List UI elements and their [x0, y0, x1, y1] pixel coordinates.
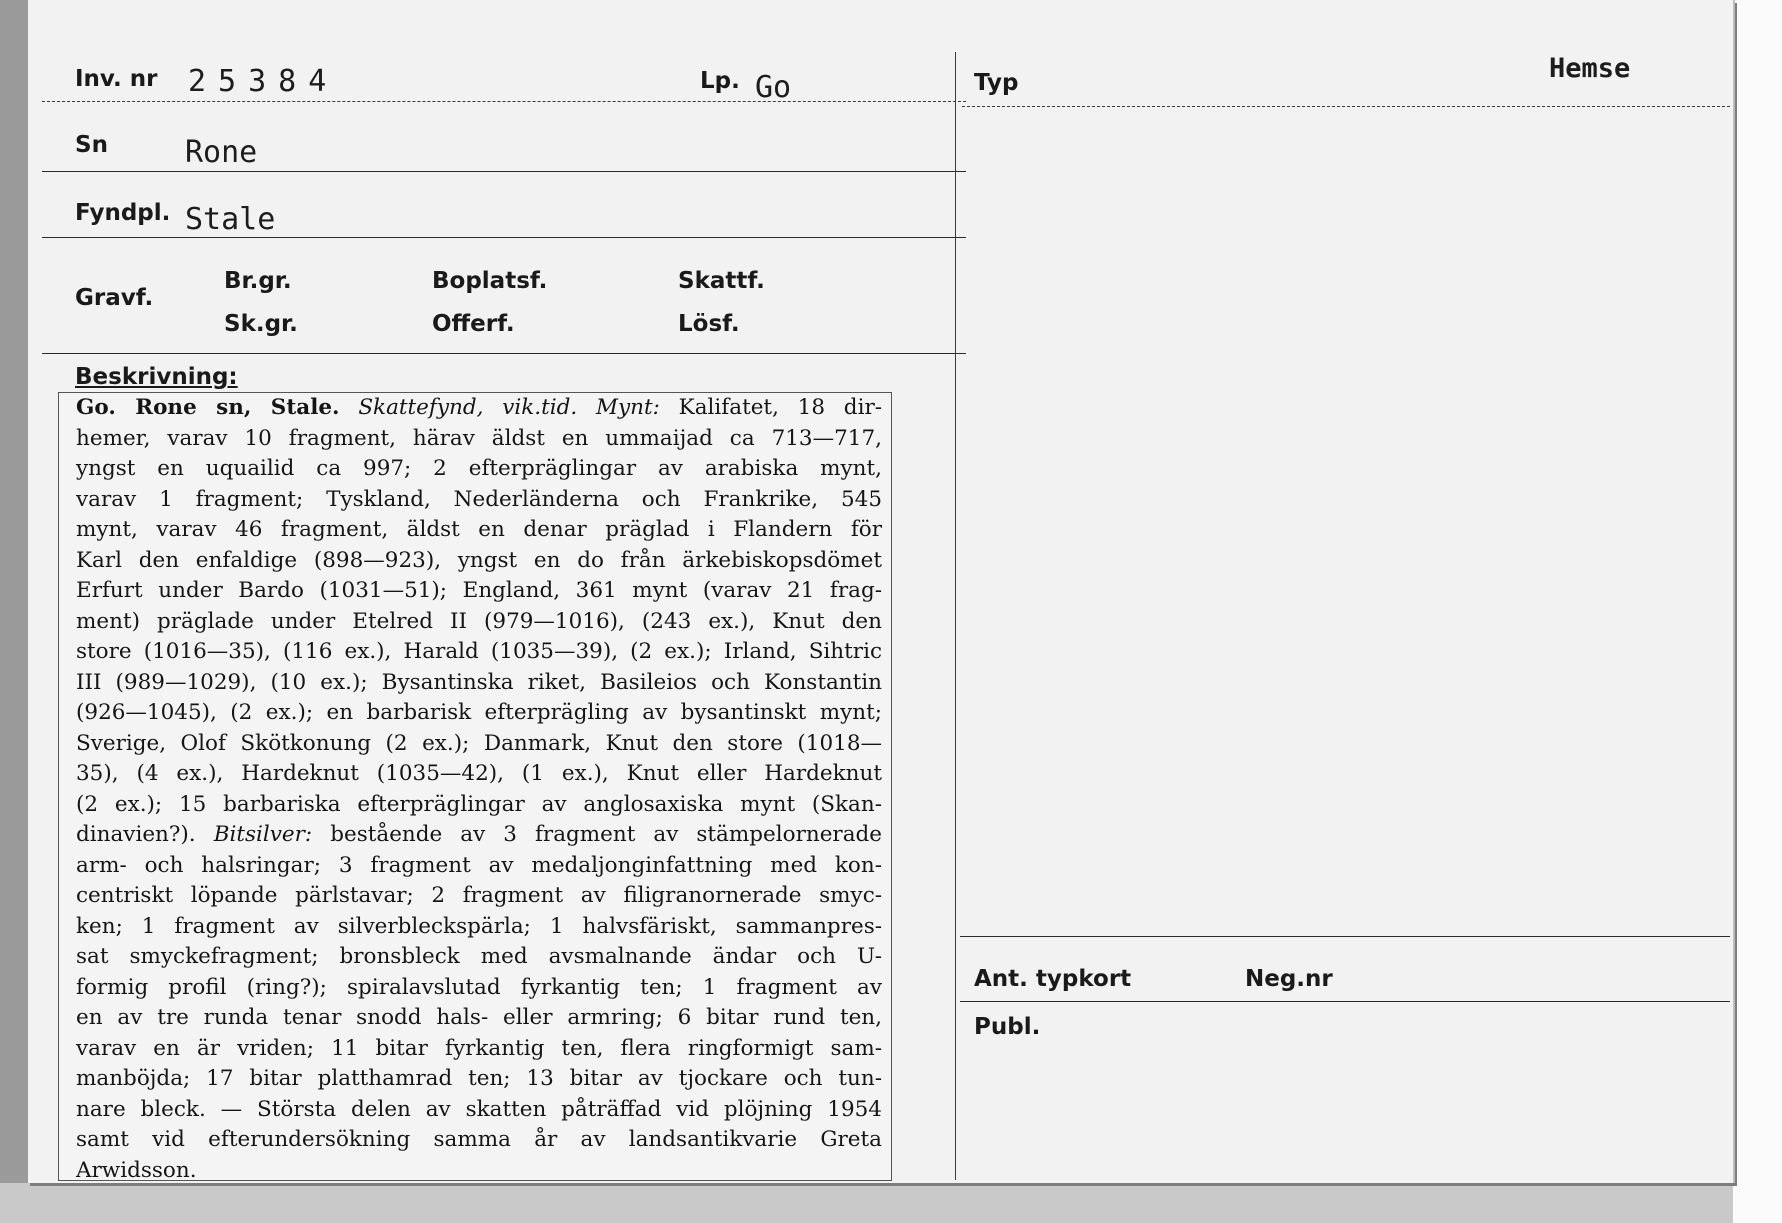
- boplatsf-label: Boplatsf.: [432, 268, 548, 294]
- skattf-label: Skattf.: [678, 268, 765, 294]
- description-line: en av tre runda tenar snodd hals- eller armring; 6 bitar rund ten,: [76, 1005, 882, 1030]
- offerf-label: Offerf.: [432, 311, 515, 337]
- description-line: sat smyckefragment; bronsbleck med avsmalnande ändar och U-: [76, 944, 882, 969]
- divider: [960, 936, 1730, 937]
- gravf-label: Gravf.: [75, 285, 154, 311]
- divider: [962, 106, 1730, 107]
- description-line: dinavien?).: [76, 822, 196, 847]
- description-line: yngst en uquailid ca 997; 2 efterpräglingar av arabiska mynt,: [76, 456, 882, 481]
- description-line: Karl den enfaldige (898—923), yngst en do från ärkebiskopsdömet: [76, 547, 882, 573]
- beskrivning-label: Beskrivning:: [75, 364, 238, 390]
- neg-nr-label: Neg.nr: [1245, 966, 1333, 992]
- background-strip: [0, 1183, 1782, 1223]
- lp-label: Lp.: [700, 68, 740, 94]
- column-divider: [955, 52, 956, 1180]
- description-line: (926—1045), (2 ex.); en barbarisk efterprägling av bysantinskt mynt;: [76, 700, 882, 725]
- divider: [42, 101, 966, 102]
- description-line: formig profil (ring?); spiralavslutad fyrkantig ten; 1 fragment av: [76, 974, 882, 1000]
- divider: [960, 1001, 1730, 1002]
- fyndpl-value: Stale: [185, 202, 276, 237]
- lp-value: Go: [755, 70, 792, 105]
- description-line: nare bleck. — Största delen av skatten påträffad vid plöjning 1954: [76, 1096, 882, 1122]
- divider: [42, 171, 966, 172]
- ant-typkort-label: Ant. typkort: [974, 966, 1132, 992]
- inv-nr-label: Inv. nr: [75, 66, 158, 92]
- description-line: (2 ex.); 15 barbariska efterpräglingar av anglosaxiska mynt (Skan-: [76, 791, 882, 817]
- typ-label: Typ: [974, 70, 1019, 96]
- description-line: ken; 1 fragment av silverbleckspärla; 1 halvsfäriskt, sammanpres-: [76, 913, 882, 939]
- description-line: Arwidsson.: [76, 1157, 197, 1183]
- description-lead-bold: Go. Rone sn, Stale.: [76, 395, 340, 420]
- brgr-label: Br.gr.: [224, 268, 292, 294]
- description-bitsilver-italic: Bitsilver:: [213, 822, 313, 847]
- divider: [42, 237, 966, 238]
- description-line: store (1016—35), (116 ex.), Harald (1035—39), (2 ex.); Irland, Sihtric: [76, 639, 882, 664]
- description-line: manböjda; 17 bitar platthamrad ten; 13 bitar av tjockare och tun-: [76, 1066, 882, 1091]
- description-line: ment) präglade under Etelred II (979—1016), (243 ex.), Knut den: [76, 608, 882, 634]
- scanner-margin: [1733, 0, 1782, 1223]
- description-line: Kalifatet, 18 dir-: [678, 395, 882, 420]
- divider: [42, 353, 966, 354]
- sn-label: Sn: [75, 132, 108, 158]
- description-line: varav 1 fragment; Tyskland, Nederländerna och Frankrike, 545: [76, 486, 882, 512]
- inv-nr-value: 25384: [188, 64, 339, 99]
- description-line: hemer, varav 10 fragment, härav äldst en ummaijad ca 713—717,: [76, 425, 882, 451]
- description-line: samt vid efterundersökning samma år av landsantikvarie Greta: [76, 1127, 882, 1152]
- description-line: Erfurt under Bardo (1031—51); England, 361 mynt (varav 21 frag-: [76, 578, 882, 603]
- typ-value: Hemse: [1549, 53, 1631, 84]
- sn-value: Rone: [185, 135, 258, 170]
- description-line: centriskt löpande pärlstavar; 2 fragment av filigranornerade smyc-: [76, 883, 882, 908]
- description-line: Sverige, Olof Skötkonung (2 ex.); Danmark, Knut den store (1018—: [76, 730, 882, 756]
- description-line: mynt, varav 46 fragment, äldst en denar präglad i Flandern för: [76, 517, 882, 542]
- fyndpl-label: Fyndpl.: [75, 200, 171, 226]
- losf-label: Lösf.: [678, 311, 740, 337]
- description-line: 35), (4 ex.), Hardeknut (1035—42), (1 ex.), Knut eller Hardeknut: [76, 761, 882, 786]
- description-line: III (989—1029), (10 ex.); Bysantinska riket, Basileios och Konstantin: [76, 669, 882, 695]
- description-line: bestående av 3 fragment av stämpelornerade: [330, 822, 882, 847]
- publ-label: Publ.: [974, 1014, 1041, 1040]
- description-text: [76, 393, 882, 1186]
- description-line: arm- och halsringar; 3 fragment av medaljonginfattning med kon-: [76, 852, 882, 878]
- description-line: varav en är vriden; 11 bitar fyrkantig ten, flera ringformigt sam-: [76, 1035, 882, 1061]
- description-lead-italic: Skattefynd, vik.tid. Mynt:: [358, 395, 660, 420]
- skgr-label: Sk.gr.: [224, 311, 298, 337]
